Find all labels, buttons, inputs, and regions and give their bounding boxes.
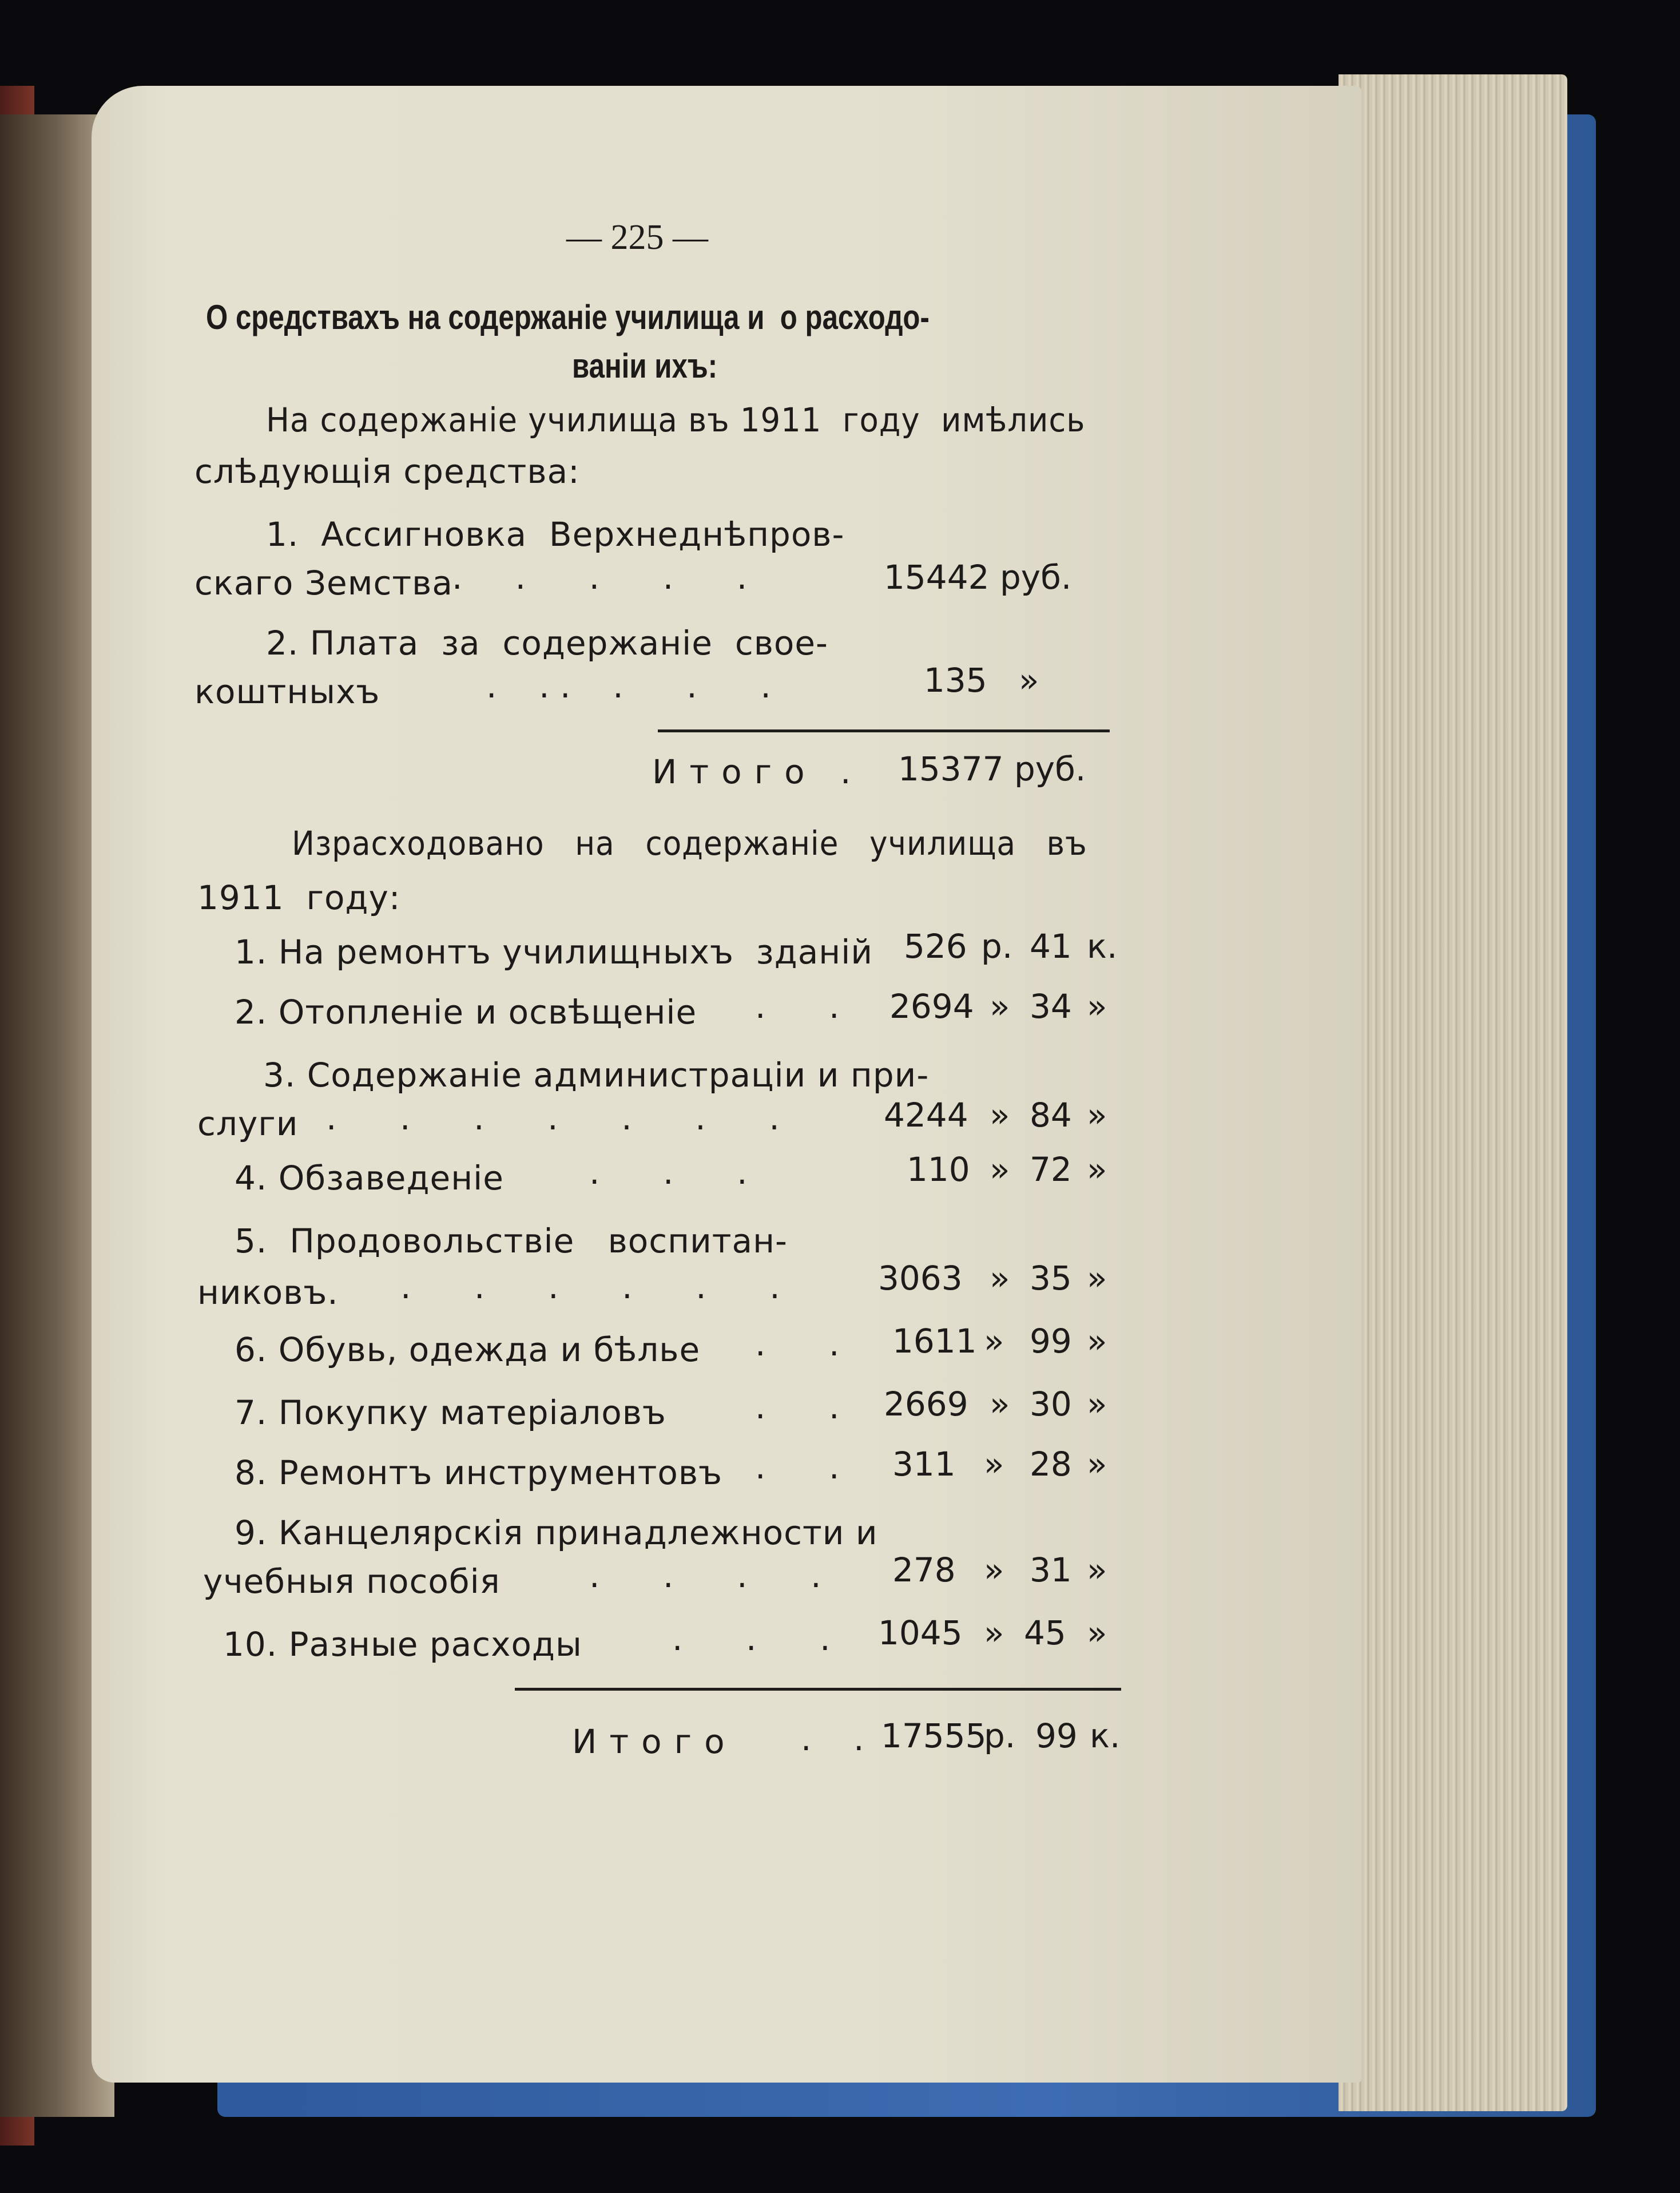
expense-item-1-rub: 526 (904, 927, 967, 966)
expense-item-3-label: 3. Содержаніе администраціи и при- (263, 1056, 930, 1094)
expense-item-5-label2: никовъ. (197, 1273, 339, 1312)
expense-item-10-dots: . . . (672, 1619, 831, 1658)
expense-item-6-dots: . . (755, 1324, 840, 1363)
expense-item-2-rub: 2694 (889, 987, 974, 1026)
intro-line1: На содержаніе училища въ 1911 году имѣлись (266, 400, 1086, 439)
expense-item-6-rub: 1611 (892, 1322, 977, 1361)
expense-item-3-label2: слуги (197, 1104, 299, 1143)
expense-intro-line2: 1911 году: (197, 878, 401, 917)
expense-item-5-dots: . . . . . . (400, 1267, 780, 1306)
income-item-1-line2: скаго Земства (194, 564, 453, 602)
income-item-1-line1: 1. Ассигновка Верхнеднѣпров- (266, 515, 845, 554)
expense-total-label: Итого (572, 1722, 737, 1761)
expense-total-unit-r: р. (984, 1716, 1016, 1755)
expense-item-7-label: 7. Покупку матеріаловъ (235, 1393, 666, 1432)
expense-item-8-dots: . . (755, 1448, 840, 1486)
expense-item-8-unit-k: » (1087, 1445, 1107, 1484)
section-heading-line1: О средствахъ на содержаніе училища и о расходо- (206, 298, 930, 336)
expense-item-5-rub: 3063 (878, 1259, 963, 1298)
expense-item-3-kop: 84 (1030, 1096, 1072, 1135)
income-item-2-line2: коштныхъ (194, 672, 380, 711)
expense-item-2-dots: . . (755, 987, 840, 1026)
income-item-2-amount: 135 » (924, 661, 1039, 700)
expense-item-3-unit-k: » (1087, 1096, 1107, 1135)
expense-total-dots: . . (801, 1719, 864, 1758)
expense-item-10-rub: 1045 (878, 1613, 963, 1652)
expense-item-10-unit-k: » (1087, 1613, 1107, 1652)
expense-item-10-kop: 45 (1024, 1613, 1066, 1652)
expense-item-6-label: 6. Обувь, одежда и бѣлье (235, 1330, 701, 1369)
expense-item-9-dots: . . . . (589, 1556, 821, 1595)
expense-item-4-kop: 72 (1030, 1150, 1072, 1189)
expense-item-9-label: 9. Канцелярскія принадлежности и (235, 1513, 878, 1552)
section-heading-line2: ваніи ихъ: (572, 347, 718, 385)
income-item-1-dots: . . . . . (452, 558, 748, 597)
income-item-2-dots: . . . . . . (486, 667, 771, 705)
expense-total-kop: 99 (1035, 1716, 1078, 1755)
expense-item-4-rub: 110 (907, 1150, 970, 1189)
expense-item-5-unit-r: » (990, 1259, 1010, 1298)
expense-item-2-unit-r: » (990, 987, 1010, 1026)
expense-item-7-rub: 2669 (884, 1385, 968, 1423)
expense-item-7-unit-r: » (990, 1385, 1010, 1423)
expense-item-7-kop: 30 (1030, 1385, 1072, 1423)
expense-item-2-unit-k: » (1087, 987, 1107, 1026)
page-number: — 225 — (566, 218, 708, 257)
expense-item-2-label: 2. Отопленіе и освѣщеніе (235, 993, 697, 1032)
expense-item-2-kop: 34 (1030, 987, 1072, 1026)
income-total-rule (658, 729, 1110, 732)
expense-item-8-label: 8. Ремонтъ инструментовъ (235, 1453, 723, 1492)
expense-intro-line1: Израсходовано на содержаніе училища въ (292, 824, 1087, 863)
expense-item-9-label2: учебныя пособія (203, 1562, 501, 1601)
page-block-edges (1339, 74, 1567, 2111)
intro-line2: слѣдующія средства: (194, 452, 580, 491)
expense-item-4-unit-k: » (1087, 1150, 1107, 1189)
income-total-amount: 15377 руб. (898, 749, 1086, 788)
expense-item-10-unit-r: » (984, 1613, 1004, 1652)
expense-item-8-unit-r: » (984, 1445, 1004, 1484)
expense-item-4-dots: . . . (589, 1153, 748, 1192)
income-total-label: Итого . (652, 752, 864, 791)
expense-item-7-unit-k: » (1087, 1385, 1107, 1423)
expense-item-1-kop: 41 (1030, 927, 1072, 966)
expense-item-10-label: 10. Разные расходы (223, 1625, 582, 1664)
income-item-1-amount: 15442 руб. (884, 558, 1072, 597)
expense-total-rule (515, 1688, 1121, 1691)
expense-item-9-kop: 31 (1030, 1550, 1072, 1589)
income-item-2-line1: 2. Плата за содержаніе свое- (266, 624, 828, 663)
expense-item-6-unit-r: » (984, 1322, 1004, 1361)
expense-item-1-unit-k: к. (1087, 927, 1118, 966)
expense-item-3-dots: . . . . . . . (326, 1099, 780, 1137)
expense-item-3-unit-r: » (990, 1096, 1010, 1135)
expense-item-9-rub: 278 (892, 1550, 956, 1589)
expense-item-8-rub: 311 (892, 1445, 956, 1484)
expense-item-6-kop: 99 (1030, 1322, 1072, 1361)
expense-item-3-rub: 4244 (884, 1096, 968, 1135)
expense-item-5-label: 5. Продовольствіе воспитан- (235, 1222, 788, 1260)
expense-item-9-unit-k: » (1087, 1550, 1107, 1589)
expense-item-8-kop: 28 (1030, 1445, 1072, 1484)
expense-total-unit-k: к. (1090, 1716, 1121, 1755)
expense-item-5-unit-k: » (1087, 1259, 1107, 1298)
expense-item-4-unit-r: » (990, 1150, 1010, 1189)
expense-item-6-unit-k: » (1087, 1322, 1107, 1361)
expense-item-1-unit-r: р. (981, 927, 1013, 966)
expense-item-1-label: 1. На ремонтъ училищныхъ зданій (235, 933, 873, 971)
expense-item-9-unit-r: » (984, 1550, 1004, 1589)
expense-item-5-kop: 35 (1030, 1259, 1072, 1298)
expense-total-rub: 17555 (881, 1716, 987, 1755)
expense-item-4-label: 4. Обзаведеніе (235, 1159, 504, 1197)
expense-item-7-dots: . . (755, 1387, 840, 1426)
